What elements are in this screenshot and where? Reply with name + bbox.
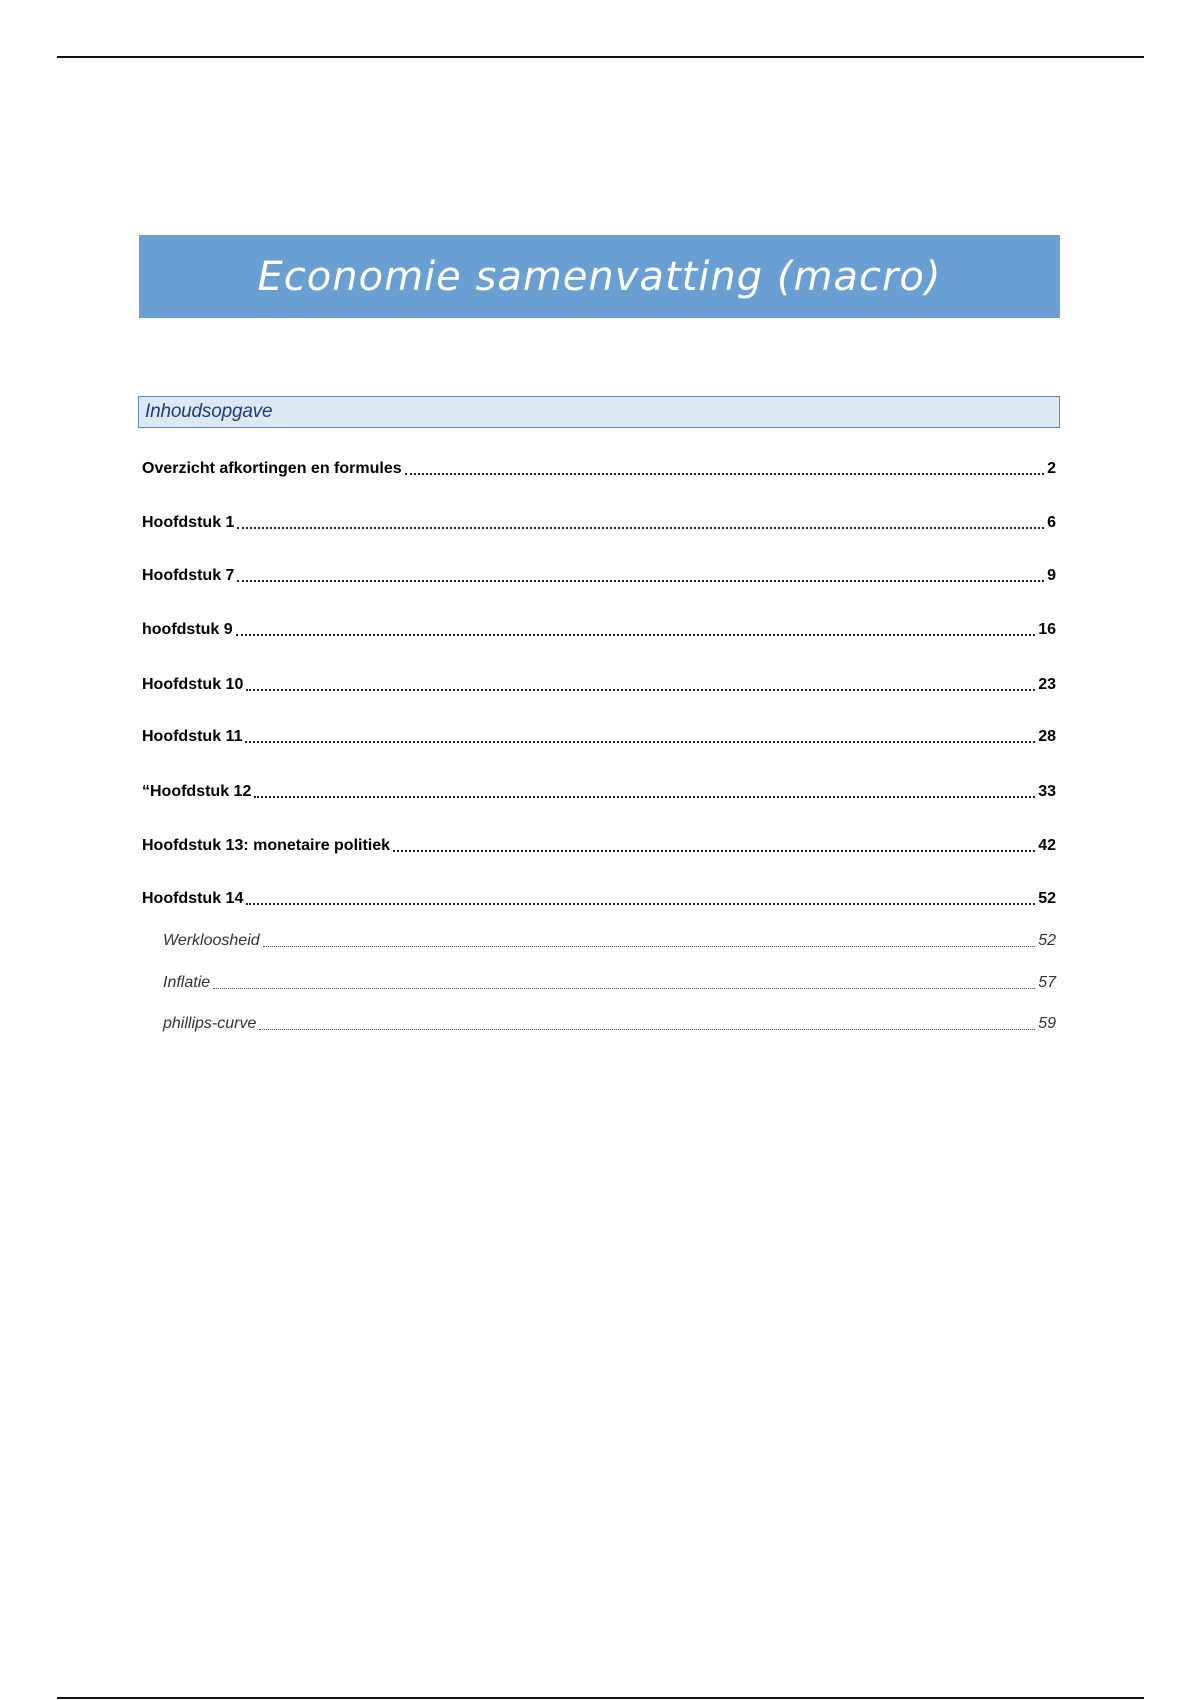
toc-entry-page: 23 <box>1038 676 1056 693</box>
toc-entry-label: hoofdstuk 9 <box>142 621 233 638</box>
toc-entry-hoofdstuk-9[interactable] <box>142 616 1056 640</box>
toc-entry-page: 52 <box>1038 932 1056 949</box>
header-rule <box>57 56 1144 58</box>
toc-entry-page: 42 <box>1038 837 1056 854</box>
toc-dot-leader <box>237 580 1044 582</box>
toc-entry-hoofdstuk-12[interactable] <box>142 778 1056 802</box>
toc-dot-leader <box>405 473 1044 475</box>
toc-entry-hoofdstuk-10[interactable] <box>142 671 1056 695</box>
toc-entry-label: Hoofdstuk 10 <box>142 676 244 693</box>
toc-entry-label: Hoofdstuk 1 <box>142 514 235 531</box>
toc-heading-box <box>138 396 1060 428</box>
toc-dot-leader <box>213 988 1035 989</box>
toc-subentry-werkloosheid[interactable] <box>163 927 1056 951</box>
toc-entry-page: 9 <box>1047 567 1056 584</box>
toc-subentry-phillips-curve[interactable] <box>163 1010 1056 1034</box>
toc-dot-leader <box>237 527 1044 529</box>
toc-dot-leader <box>259 1029 1035 1030</box>
toc-heading: Inhoudsopgave <box>145 401 273 422</box>
toc-dot-leader <box>246 903 1035 905</box>
title-banner <box>139 235 1060 318</box>
toc-entry-hoofdstuk-11[interactable] <box>142 723 1056 747</box>
toc-entry-hoofdstuk-7[interactable] <box>142 562 1056 586</box>
toc-dot-leader <box>236 634 1036 636</box>
toc-entry-label: Hoofdstuk 13: monetaire politiek <box>142 837 391 854</box>
toc-dot-leader <box>393 850 1035 852</box>
toc-entry-label: Hoofdstuk 11 <box>142 728 243 745</box>
toc-entry-hoofdstuk-1[interactable] <box>142 509 1056 533</box>
toc-entry-label: Hoofdstuk 7 <box>142 567 235 584</box>
toc-subentry-inflatie[interactable] <box>163 969 1056 993</box>
toc-entry-hoofdstuk-13[interactable] <box>142 832 1056 856</box>
toc-entry-page: 2 <box>1047 460 1056 477</box>
toc-entry-page: 6 <box>1047 514 1056 531</box>
toc-entry-page: 16 <box>1038 621 1056 638</box>
toc-entry-label: Hoofdstuk 14 <box>142 890 244 907</box>
toc-entry-label: Overzicht afkortingen en formules <box>142 460 402 477</box>
toc-entry-page: 33 <box>1038 783 1056 800</box>
toc-entry-page: 28 <box>1038 728 1056 745</box>
toc-dot-leader <box>246 689 1035 691</box>
toc-dot-leader <box>254 796 1035 798</box>
footer-rule <box>57 1697 1144 1699</box>
toc-dot-leader <box>263 946 1036 947</box>
toc-entry-label: “Hoofdstuk 12 <box>142 783 252 800</box>
toc-entry-hoofdstuk-14[interactable] <box>142 885 1056 909</box>
toc-entry-label: Inflatie <box>163 974 211 991</box>
toc-entry-overzicht[interactable] <box>142 455 1056 479</box>
toc-entry-page: 57 <box>1038 974 1056 991</box>
toc-entry-page: 52 <box>1038 890 1056 907</box>
toc-entry-page: 59 <box>1038 1015 1056 1032</box>
toc-entry-label: Werkloosheid <box>163 932 260 949</box>
document-title: Economie samenvatting (macro) <box>257 253 942 300</box>
toc-dot-leader <box>245 741 1035 743</box>
toc-entry-label: phillips-curve <box>163 1015 257 1032</box>
